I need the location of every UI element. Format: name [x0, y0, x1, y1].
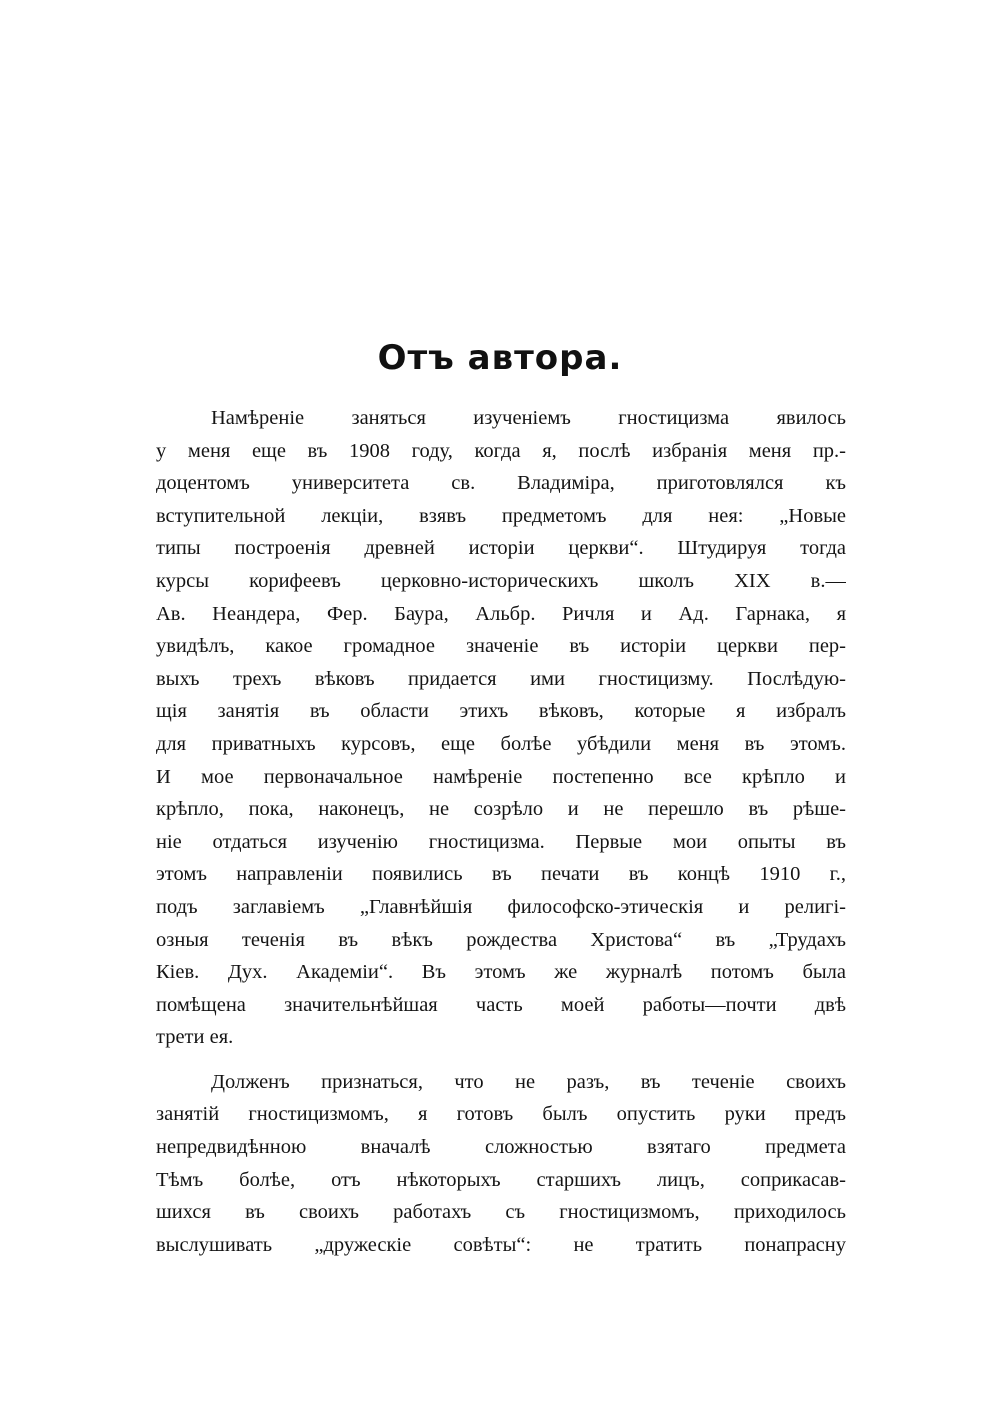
text-line: крѣпло, пока, наконецъ, не созрѣло и не перешло въ рѣше-	[156, 798, 846, 821]
text-line: помѣщена значительнѣйшая часть моей работы—почти двѣ	[156, 993, 846, 1016]
text-line: шихся въ своихъ работахъ съ гностицизмомъ, приходилось	[156, 1201, 846, 1224]
text-line: непредвидѣнною вначалѣ сложностью взятаго предмета	[156, 1136, 846, 1159]
text-line: выхъ трехъ вѣковъ придается ими гностицизму. Послѣдую-	[156, 667, 846, 690]
text-line: увидѣлъ, какое громадное значеніе въ исторіи церкви пер-	[156, 635, 846, 658]
text-line: Тѣмъ болѣе, отъ нѣкоторыхъ старшихъ лицъ, соприкасав-	[156, 1168, 846, 1191]
text-line: ніе отдаться изученію гностицизма. Первые мои опыты въ	[156, 830, 846, 853]
paragraph-gap	[156, 1054, 846, 1066]
text-line: курсы корифеевъ церковно-историческихъ школъ XIX в.—	[156, 569, 846, 592]
text-line: выслушивать „дружескіе совѣты“: не тратить понапрасну	[156, 1233, 846, 1256]
text-line: занятій гностицизмомъ, я готовъ былъ опустить руки предъ	[156, 1103, 846, 1126]
text-line: типы построенія древней исторіи церкви“. Штудируя тогда	[156, 537, 846, 560]
text-line: этомъ направленіи появились въ печати въ концѣ 1910 г.,	[156, 863, 846, 886]
paragraph-2	[156, 1066, 846, 1262]
paragraph-1	[156, 402, 846, 1054]
text-line: щія занятія въ области этихъ вѣковъ, которые я избралъ	[156, 700, 846, 723]
text-line: Намѣреніе заняться изученіемъ гностицизма явилось	[211, 407, 846, 429]
page-heading: Отъ автора.	[377, 338, 623, 378]
text-line: у меня еще въ 1908 году, когда я, послѣ избранія меня пр.-	[156, 439, 846, 462]
text-line: озныя теченія въ вѣкъ рождества Христова“ въ „Трудахъ	[156, 928, 846, 951]
text-line: Кіев. Дух. Академіи“. Въ этомъ же журналѣ потомъ была	[156, 961, 846, 984]
text-line: Ав. Неандера, Фер. Баура, Альбр. Ричля и Ад. Гарнака, я	[156, 602, 846, 625]
text-line: доцентомъ университета св. Владиміра, приготовлялся къ	[156, 472, 846, 495]
text-line: вступительной лекціи, взявъ предметомъ для нея: „Новые	[156, 504, 846, 527]
text-line: подъ заглавіемъ „Главнѣйшія философско-этическія и религі-	[156, 895, 846, 918]
text-line: Долженъ признаться, что не разъ, въ теченіе своихъ	[211, 1070, 846, 1093]
text-line: для приватныхъ курсовъ, еще болѣе убѣдили меня въ этомъ.	[156, 732, 846, 755]
body-text	[156, 402, 846, 1261]
text-line: И мое первоначальное намѣреніе постепенно все крѣпло и	[156, 765, 846, 788]
text-line: трети ея.	[156, 1026, 234, 1049]
